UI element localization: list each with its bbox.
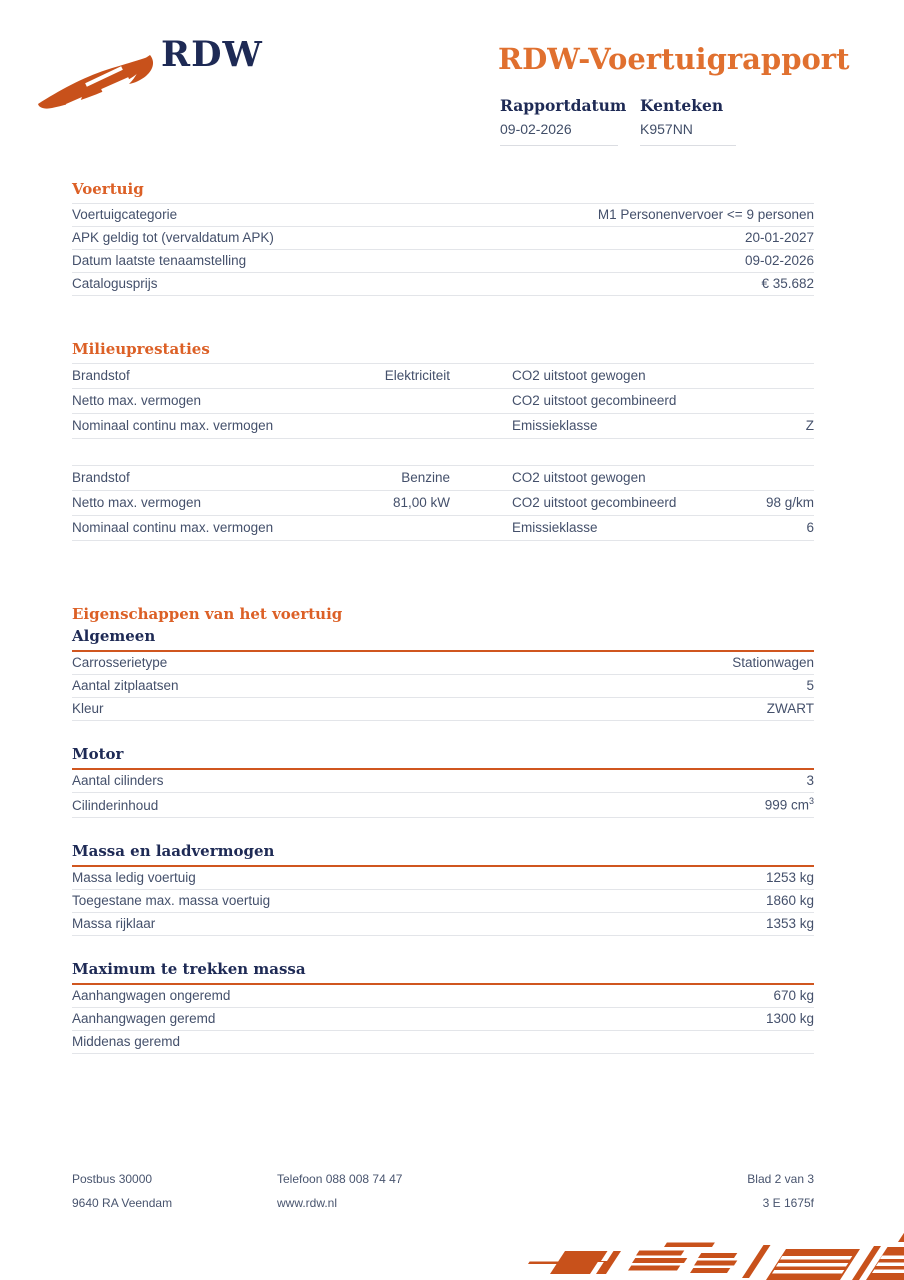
subsection-title: Algemeen (72, 627, 814, 652)
brand-wordmark: RDW (161, 34, 263, 75)
fuel-table-petrol (72, 465, 814, 541)
subsection-title: Maximum te trekken massa (72, 960, 814, 985)
fuel-table-electric (72, 363, 814, 439)
subsection-title: Motor (72, 745, 814, 770)
rdw-feather-logo-icon (36, 54, 166, 112)
table-row (72, 516, 814, 541)
row-value: 1860 kg (765, 892, 814, 908)
report-date-block (500, 96, 627, 146)
row-label: CO2 uitstoot gecombineerd (512, 495, 677, 510)
table-row (72, 793, 814, 818)
superscript: 3 (808, 796, 814, 806)
table-row (72, 985, 814, 1008)
table-row (72, 389, 814, 414)
table-row (72, 913, 814, 936)
row-value: 1300 kg (765, 1010, 814, 1026)
row-value: 98 g/km (765, 495, 814, 510)
row-label: Massa ledig voertuig (72, 869, 196, 885)
table-row (72, 675, 814, 698)
footer-line-1 (72, 1172, 814, 1196)
table-row (72, 466, 814, 491)
page-footer (72, 1172, 814, 1220)
footer-page-indicator: Blad 2 van 3 (747, 1172, 814, 1186)
license-plate-value: K957NN (640, 121, 693, 137)
table-row (72, 364, 814, 389)
table-row (72, 227, 814, 250)
row-value: Z (805, 418, 814, 433)
row-value: M1 Personenvervoer <= 9 personen (597, 207, 814, 222)
row-label: Emissieklasse (512, 520, 598, 535)
row-value: 81,00 kW (392, 495, 450, 510)
row-value: 1253 kg (765, 869, 814, 885)
row-label: Brandstof (72, 470, 130, 485)
row-label: Massa rijklaar (72, 915, 156, 931)
license-plate-block (640, 96, 736, 146)
table-row (72, 414, 814, 439)
license-plate-label: Kenteken (640, 96, 724, 115)
section-voertuig (72, 180, 814, 296)
table-row (72, 698, 814, 721)
footer-city: 9640 RA Veendam (72, 1196, 173, 1210)
subsection-motor (72, 745, 814, 818)
footer-postbus: Postbus 30000 (72, 1172, 153, 1186)
table-row (72, 867, 814, 890)
row-value: 09-02-2026 (744, 253, 814, 268)
section-milieuprestaties-title: Milieuprestaties (72, 340, 210, 358)
report-date-value: 09-02-2026 (500, 121, 572, 137)
row-label: Aanhangwagen geremd (72, 1010, 216, 1026)
row-value: 6 (806, 520, 814, 535)
row-value: 20-01-2027 (744, 230, 814, 245)
row-label: CO2 uitstoot gecombineerd (512, 393, 677, 408)
section-voertuig-title: Voertuig (72, 180, 144, 198)
voertuig-table (72, 203, 814, 296)
row-label: Kleur (72, 701, 104, 716)
table-row (72, 652, 814, 675)
row-label: Netto max. vermogen (72, 393, 202, 408)
report-body (72, 180, 814, 1054)
table-row (72, 491, 814, 516)
row-value: 670 kg (773, 987, 814, 1003)
table-row (72, 1008, 814, 1031)
section-eigenschappen-title: Eigenschappen van het voertuig (72, 605, 343, 623)
row-label: Brandstof (72, 368, 130, 383)
row-label: Nominaal continu max. vermogen (72, 520, 274, 535)
row-value: 5 (806, 678, 814, 693)
row-label: Netto max. vermogen (72, 495, 202, 510)
row-label: Datum laatste tenaamstelling (72, 253, 247, 268)
footer-phone: Telefoon 088 008 74 47 (277, 1172, 403, 1186)
table-row (72, 770, 814, 793)
row-label: Aanhangwagen ongeremd (72, 987, 231, 1003)
row-label: Toegestane max. massa voertuig (72, 892, 271, 908)
subsection-massa-laadvermogen (72, 842, 814, 936)
table-row (72, 250, 814, 273)
table-row (72, 1031, 814, 1054)
section-eigenschappen (72, 605, 814, 1054)
page-title: RDW-Voertuigrapport (498, 42, 850, 76)
section-milieuprestaties (72, 340, 814, 541)
row-label: Voertuigcategorie (72, 207, 178, 222)
subsection-title: Massa en laadvermogen (72, 842, 814, 867)
row-label: Middenas geremd (72, 1033, 181, 1049)
row-label: CO2 uitstoot gewogen (512, 368, 646, 383)
row-label: Nominaal continu max. vermogen (72, 418, 274, 433)
row-value: 1353 kg (765, 915, 814, 931)
row-value: € 35.682 (761, 276, 814, 291)
subsection-algemeen (72, 627, 814, 721)
report-date-label: Rapportdatum (500, 96, 627, 115)
row-label: Carrosserietype (72, 655, 168, 670)
footer-line-2 (72, 1196, 814, 1220)
row-label: APK geldig tot (vervaldatum APK) (72, 230, 274, 245)
row-value: 3 (806, 773, 814, 788)
table-row (72, 890, 814, 913)
row-label: Catalogusprijs (72, 276, 158, 291)
row-label: Aantal zitplaatsen (72, 678, 179, 693)
row-label: CO2 uitstoot gewogen (512, 470, 646, 485)
footer-doc-code: 3 E 1675f (762, 1196, 814, 1210)
row-label: Emissieklasse (512, 418, 598, 433)
row-value: 999 $cm^3$ (764, 796, 814, 813)
row-value: Elektriciteit (384, 368, 450, 383)
footer-website: www.rdw.nl (277, 1196, 338, 1210)
row-label: Aantal cilinders (72, 773, 164, 788)
row-value: Benzine (401, 470, 450, 485)
row-value: Stationwagen (732, 655, 814, 670)
table-row (72, 273, 814, 296)
speed-stripes-graphic-icon (514, 1228, 904, 1280)
row-value: ZWART (766, 701, 814, 716)
subsection-maximum-trekken-massa (72, 960, 814, 1054)
report-meta (500, 96, 736, 146)
table-row (72, 204, 814, 227)
row-label: Cilinderinhoud (72, 797, 159, 813)
